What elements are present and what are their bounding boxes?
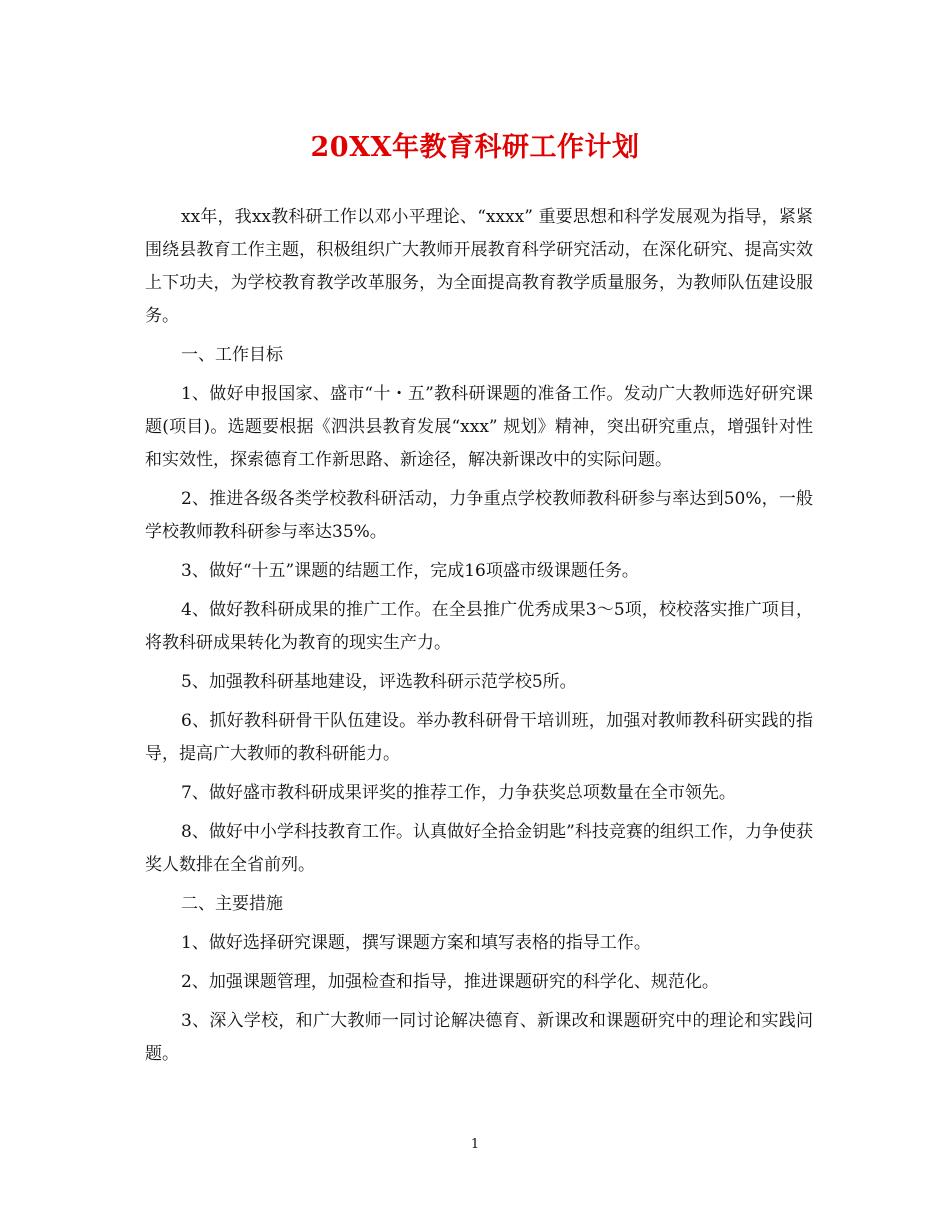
intro-paragraph: xx年，我xx教科研工作以邓小平理论、“xxxx” 重要思想和科学发展观为指导，紧紧围绕县教育工作主题，积极组织广大教师开展教育科学研究活动，在深化研究、提高实效上下功夫，为学校教育教学改革服务，为全面提高教育教学质量服务，为教师队伍建设服务。	[145, 207, 813, 326]
goal-item-8: 8、做好中小学科技教育工作。认真做好全拾金钥匙”科技竞赛的组织工作，力争使获奖人数排在全省前列。	[145, 822, 813, 875]
goal-item-6: 6、抓好教科研骨干队伍建设。举办教科研骨干培训班，加强对教师教科研实践的指导，提高广大教师的教科研能力。	[145, 711, 813, 764]
section-heading-measures: 二、主要措施	[181, 894, 283, 914]
section-heading-goals: 一、工作目标	[181, 345, 283, 365]
goal-item-2: 2、推进各级各类学校教科研活动，力争重点学校教师教科研参与率达到50%，一般学校教师教科研参与率达35%。	[145, 489, 813, 542]
measure-item-1: 1、做好选择研究课题，撰写课题方案和填写表格的指导工作。	[181, 933, 651, 953]
goal-item-3: 3、做好“十五”课题的结题工作，完成16项盛市级课题任务。	[181, 561, 639, 581]
page-number: 1	[470, 1137, 480, 1152]
goal-item-1: 1、做好申报国家、盛市“十・五”教科研课题的准备工作。发动广大教师选好研究课题(项目)。选题要根据《泗洪县教育发展“xxx” 规划》精神，突出研究重点，增强针对性和实效性，探索德育工作新思路、新途径，解决新课改中的实际问题。	[145, 384, 813, 470]
measure-item-2: 2、加强课题管理，加强检查和指导，推进课题研究的科学化、规范化。	[181, 972, 719, 992]
goal-item-4: 4、做好教科研成果的推广工作。在全县推广优秀成果3～5项，校校落实推广项目，将教科研成果转化为教育的现实生产力。	[145, 600, 813, 653]
goal-item-7: 7、做好盛市教科研成果评奖的推荐工作，力争获奖总项数量在全市领先。	[181, 783, 736, 803]
document-title: 20XX年教育科研工作计划	[310, 132, 640, 163]
document-body	[145, 201, 813, 1077]
measure-item-3: 3、深入学校，和广大教师一同讨论解决德育、新课改和课题研究中的理论和实践问题。	[145, 1011, 813, 1064]
goal-item-5: 5、加强教科研基地建设，评选教科研示范学校5所。	[181, 672, 577, 692]
